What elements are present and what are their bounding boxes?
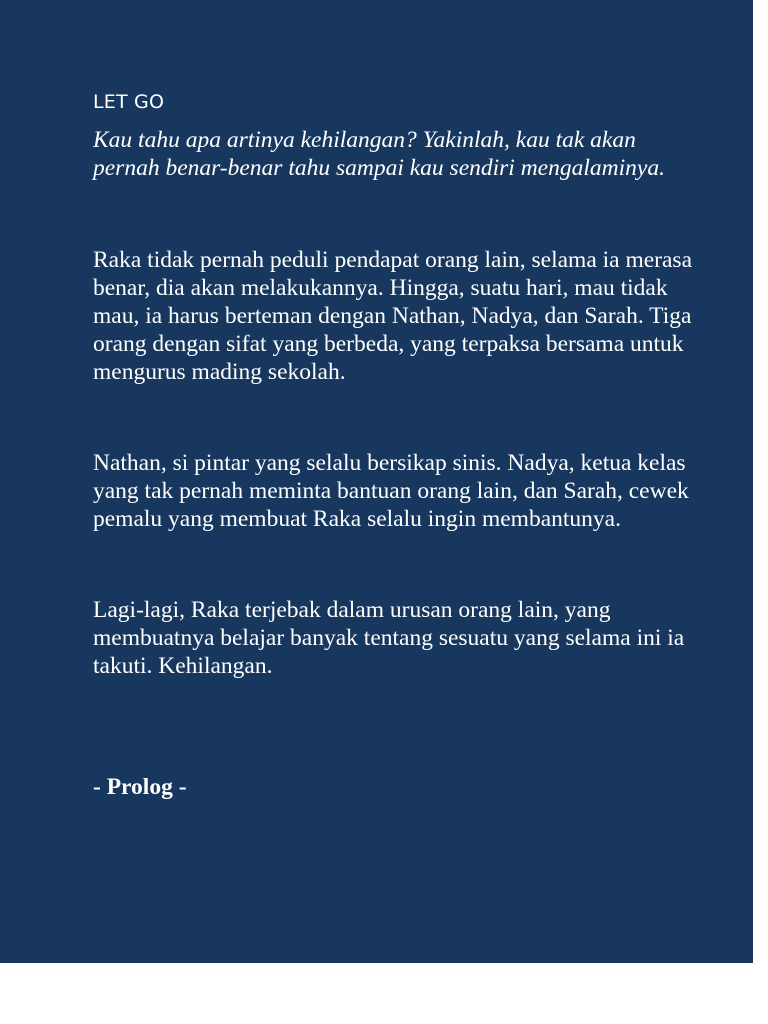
book-title: LET GO <box>93 91 165 113</box>
synopsis-paragraph-3: Lagi-lagi, Raka terjebak dalam urusan orang lain, yang membuatnya belajar banyak tentang sesuatu yang selama ini ia takuti. Kehilangan. <box>93 597 685 679</box>
synopsis-paragraph-1: Raka tidak pernah peduli pendapat orang lain, selama ia merasa benar, dia akan melakukannya. Hingga, suatu hari, mau tidak mau, ia harus berteman dengan Nathan, Nadya, dan Sarah. Tiga orang dengan sifat yang berbeda, yang terpaksa bersama untuk mengurus mading sekolah. <box>93 247 693 385</box>
section-label-prolog: - Prolog - <box>93 774 187 800</box>
book-tagline: Kau tahu apa artinya kehilangan? Yakinlah, kau tak akan pernah benar-benar tahu sampai kau sendiri mengalaminya. <box>93 127 665 181</box>
synopsis-paragraph-2: Nathan, si pintar yang selalu bersikap sinis. Nadya, ketua kelas yang tak pernah meminta bantuan orang lain, dan Sarah, cewek pemalu yang membuat Raka selalu ingin membantunya. <box>93 450 689 532</box>
page-content <box>93 88 693 801</box>
